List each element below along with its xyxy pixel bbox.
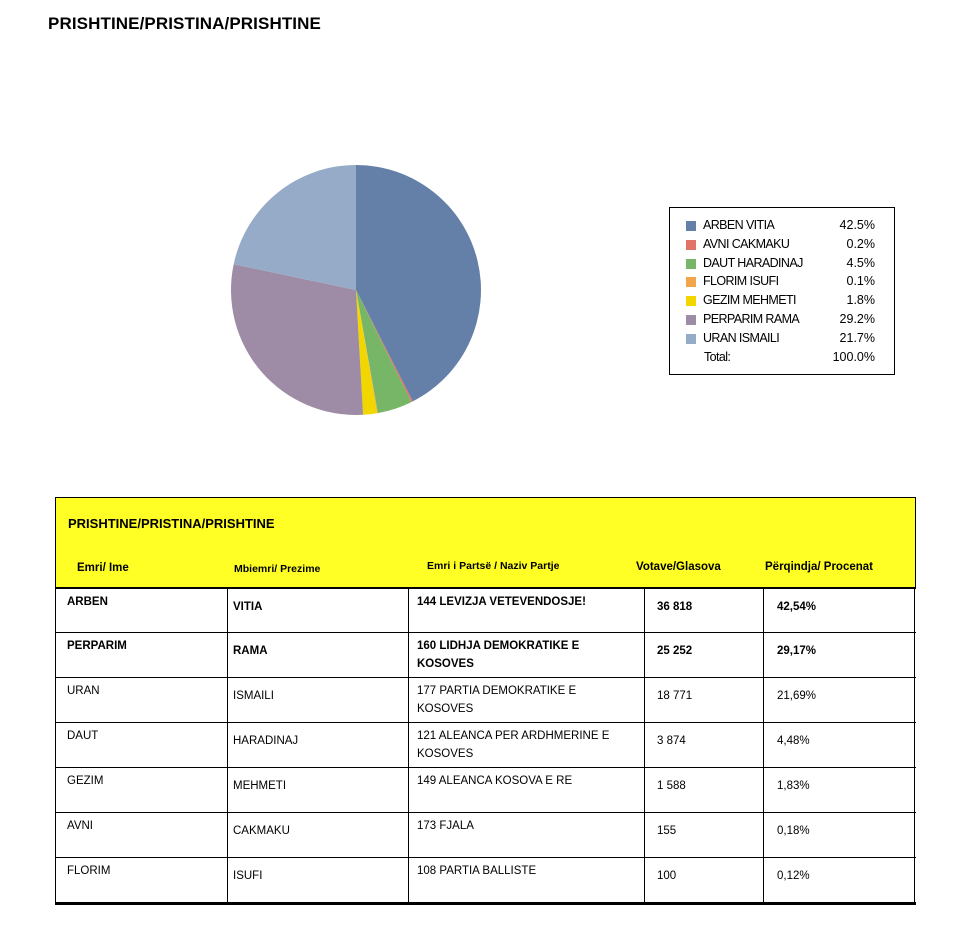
legend-value: 0.2% xyxy=(846,236,875,251)
column-divider xyxy=(408,723,409,767)
chart-legend xyxy=(669,207,895,375)
column-divider xyxy=(227,723,228,767)
column-divider xyxy=(644,589,645,632)
legend-label: PERPARIM RAMA xyxy=(703,311,800,326)
cell-last-name: ISMAILI xyxy=(233,690,274,702)
cell-party: 121 ALEANCA PER ARDHMERINE E KOSOVES xyxy=(417,730,610,760)
legend-swatch xyxy=(686,259,696,269)
column-divider xyxy=(408,858,409,902)
cell-last-name: CAKMAKU xyxy=(233,825,290,837)
column-divider xyxy=(763,858,764,902)
column-divider xyxy=(408,589,409,632)
cell-first-name: PERPARIM xyxy=(67,640,127,652)
header-last-name: Mbiemri/ Prezime xyxy=(234,563,321,575)
cell-last-name: VITIA xyxy=(233,601,263,613)
column-divider xyxy=(644,858,645,902)
legend-swatch xyxy=(686,221,696,231)
cell-votes: 25 252 xyxy=(657,645,693,657)
cell-votes: 1 588 xyxy=(657,780,686,792)
table-row xyxy=(55,678,916,723)
legend-item xyxy=(670,293,894,312)
cell-votes: 18 771 xyxy=(657,690,693,702)
legend-item xyxy=(670,256,894,275)
legend-swatch xyxy=(686,277,696,287)
column-divider xyxy=(763,768,764,812)
column-divider xyxy=(55,633,56,677)
legend-total-value: 100.0% xyxy=(832,349,875,364)
header-percent: Përqindja/ Procenat xyxy=(765,561,874,573)
column-divider xyxy=(408,678,409,722)
column-divider xyxy=(55,813,56,857)
header-first-name: Emri/ Ime xyxy=(77,562,129,574)
column-divider xyxy=(763,589,764,632)
column-divider xyxy=(408,633,409,677)
column-divider xyxy=(227,589,228,632)
column-divider xyxy=(644,813,645,857)
cell-party: 173 FJALA xyxy=(417,820,474,832)
cell-first-name: GEZIM xyxy=(67,775,104,787)
table-bottom-border xyxy=(55,903,916,905)
legend-swatch xyxy=(686,334,696,344)
table-row xyxy=(55,633,916,678)
cell-percent: 21,69% xyxy=(777,690,817,702)
cell-votes: 36 818 xyxy=(657,601,693,613)
column-divider xyxy=(227,678,228,722)
legend-item xyxy=(670,331,894,350)
legend-value: 0.1% xyxy=(846,274,875,289)
column-divider xyxy=(914,589,915,632)
column-divider xyxy=(763,723,764,767)
pie-chart xyxy=(226,160,486,420)
cell-votes: 3 874 xyxy=(657,735,686,747)
cell-first-name: URAN xyxy=(67,685,100,697)
cell-percent: 29,17% xyxy=(777,645,817,657)
column-divider xyxy=(55,678,56,722)
column-divider xyxy=(644,768,645,812)
column-divider xyxy=(408,813,409,857)
cell-first-name: DAUT xyxy=(67,730,99,742)
column-divider xyxy=(408,768,409,812)
cell-first-name: ARBEN xyxy=(67,596,108,608)
cell-votes: 100 xyxy=(657,870,677,882)
legend-item xyxy=(670,218,894,237)
legend-label: ARBEN VITIA xyxy=(703,218,775,232)
table-header xyxy=(55,497,916,588)
column-divider xyxy=(55,768,56,812)
cell-percent: 0,12% xyxy=(777,870,810,882)
cell-last-name: ISUFI xyxy=(233,870,263,882)
column-divider xyxy=(644,678,645,722)
legend-label: DAUT HARADINAJ xyxy=(703,255,803,270)
table-row xyxy=(55,768,916,813)
cell-party: 177 PARTIA DEMOKRATIKE E KOSOVES xyxy=(417,685,577,715)
legend-label: AVNI CAKMAKU xyxy=(703,236,790,251)
legend-value: 42.5% xyxy=(839,218,875,232)
column-divider xyxy=(763,633,764,677)
table-row xyxy=(55,588,916,633)
column-divider xyxy=(55,723,56,767)
column-divider xyxy=(227,813,228,857)
column-divider xyxy=(644,633,645,677)
cell-percent: 1,83% xyxy=(777,780,810,792)
legend-total xyxy=(670,350,894,369)
page-title: PRISHTINE/PRISTINA/PRISHTINE xyxy=(48,14,321,33)
table-row xyxy=(55,858,916,903)
cell-party: 149 ALEANCA KOSOVA E RE xyxy=(417,775,573,787)
cell-party: 144 LEVIZJA VETEVENDOSJE! xyxy=(417,596,586,608)
cell-percent: 4,48% xyxy=(777,735,810,747)
column-divider xyxy=(55,858,56,902)
column-divider xyxy=(227,768,228,812)
legend-swatch xyxy=(686,296,696,306)
column-divider xyxy=(914,678,915,722)
cell-votes: 155 xyxy=(657,825,677,837)
legend-item xyxy=(670,237,894,256)
cell-last-name: HARADINAJ xyxy=(233,735,299,747)
column-divider xyxy=(914,633,915,677)
column-divider xyxy=(914,858,915,902)
column-divider xyxy=(914,723,915,767)
legend-total-label: Total: xyxy=(704,349,731,364)
column-divider xyxy=(644,723,645,767)
column-divider xyxy=(763,678,764,722)
column-divider xyxy=(227,633,228,677)
cell-last-name: MEHMETI xyxy=(233,780,287,792)
legend-value: 4.5% xyxy=(846,255,875,270)
legend-swatch xyxy=(686,240,696,250)
table-title: PRISHTINE/PRISTINA/PRISHTINE xyxy=(68,516,275,531)
legend-label: URAN ISMAILI xyxy=(703,330,780,345)
legend-item xyxy=(670,274,894,293)
results-table xyxy=(55,497,916,905)
cell-first-name: FLORIM xyxy=(67,865,111,877)
cell-percent: 0,18% xyxy=(777,825,810,837)
cell-party: 160 LIDHJA DEMOKRATIKE E KOSOVES xyxy=(417,640,580,670)
column-divider xyxy=(227,858,228,902)
legend-label: GEZIM MEHMETI xyxy=(703,293,796,308)
legend-value: 29.2% xyxy=(839,311,875,326)
cell-percent: 42,54% xyxy=(777,601,817,613)
column-divider xyxy=(763,813,764,857)
legend-value: 1.8% xyxy=(846,293,875,308)
legend-label: FLORIM ISUFI xyxy=(703,274,779,289)
cell-last-name: RAMA xyxy=(233,645,268,657)
header-votes: Votave/Glasova xyxy=(636,561,721,573)
cell-party: 108 PARTIA BALLISTE xyxy=(417,865,537,877)
legend-value: 21.7% xyxy=(839,330,875,345)
legend-swatch xyxy=(686,315,696,325)
legend-item xyxy=(670,312,894,331)
column-divider xyxy=(914,768,915,812)
table-row xyxy=(55,723,916,768)
header-party: Emri i Partsë / Naziv Partje xyxy=(427,560,560,572)
column-divider xyxy=(55,589,56,632)
column-divider xyxy=(914,813,915,857)
table-row xyxy=(55,813,916,858)
cell-first-name: AVNI xyxy=(67,820,93,832)
